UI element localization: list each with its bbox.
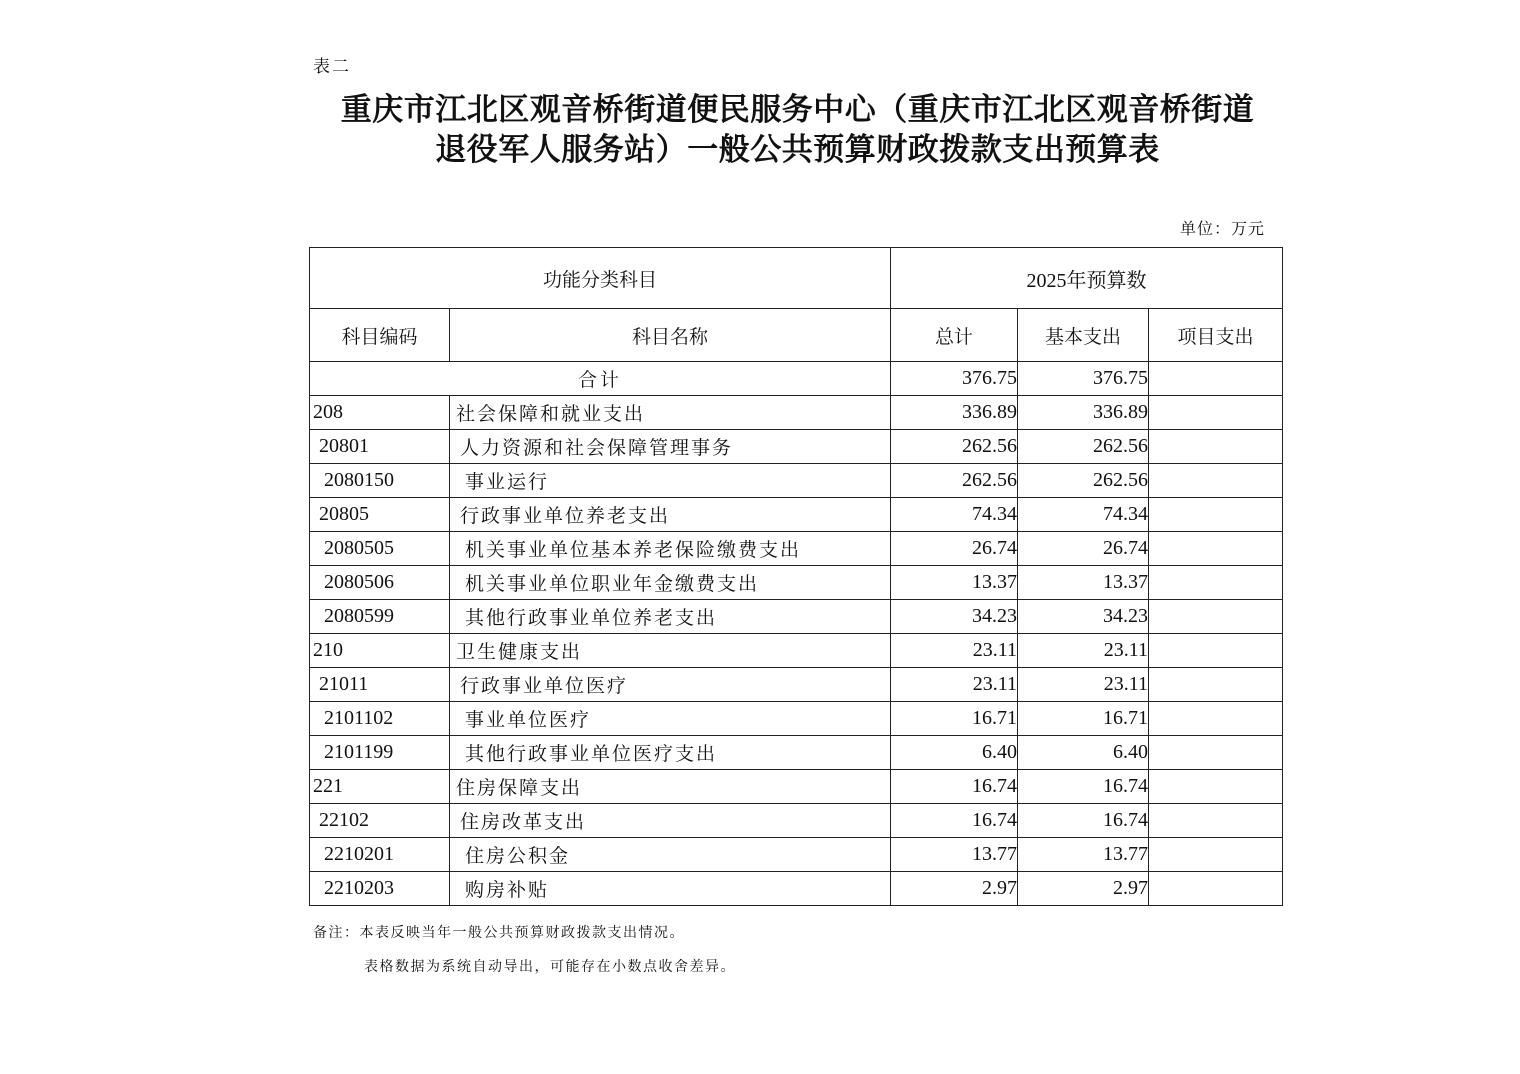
row-name: 其他行政事业单位养老支出	[450, 600, 891, 634]
row-basic: 2.97	[1018, 872, 1149, 906]
row-name: 事业运行	[450, 464, 891, 498]
row-total: 262.56	[891, 430, 1018, 464]
row-code: 2101199	[310, 736, 450, 770]
header-basic: 基本支出	[1018, 309, 1149, 362]
row-code: 2080506	[310, 566, 450, 600]
row-project	[1149, 464, 1283, 498]
row-total: 6.40	[891, 736, 1018, 770]
row-name: 社会保障和就业支出	[450, 396, 891, 430]
header-code: 科目编码	[310, 309, 450, 362]
header-function-category: 功能分类科目	[310, 248, 891, 309]
table-row	[310, 464, 1283, 498]
table-row	[310, 770, 1283, 804]
table-row	[310, 736, 1283, 770]
row-total: 26.74	[891, 532, 1018, 566]
table-row	[310, 838, 1283, 872]
row-code: 20805	[310, 498, 450, 532]
row-basic: 13.77	[1018, 838, 1149, 872]
table-row	[310, 396, 1283, 430]
row-project	[1149, 430, 1283, 464]
row-name: 其他行政事业单位医疗支出	[450, 736, 891, 770]
row-code: 208	[310, 396, 450, 430]
row-name: 住房改革支出	[450, 804, 891, 838]
row-project	[1149, 702, 1283, 736]
row-name: 购房补贴	[450, 872, 891, 906]
row-basic: 13.37	[1018, 566, 1149, 600]
total-row	[310, 362, 1283, 396]
row-code: 2210203	[310, 872, 450, 906]
row-project	[1149, 770, 1283, 804]
row-total: 336.89	[891, 396, 1018, 430]
table-row	[310, 702, 1283, 736]
row-total: 74.34	[891, 498, 1018, 532]
row-code: 221	[310, 770, 450, 804]
row-basic: 16.74	[1018, 804, 1149, 838]
row-name: 事业单位医疗	[450, 702, 891, 736]
header-group-row	[310, 248, 1283, 309]
row-code: 2080505	[310, 532, 450, 566]
row-name: 机关事业单位基本养老保险缴费支出	[450, 532, 891, 566]
document-title-line1: 重庆市江北区观音桥街道便民服务中心（重庆市江北区观音桥街道	[340, 92, 1255, 128]
row-basic: 336.89	[1018, 396, 1149, 430]
table-row	[310, 532, 1283, 566]
row-basic: 23.11	[1018, 634, 1149, 668]
row-project	[1149, 668, 1283, 702]
header-budget-year: 2025年预算数	[891, 248, 1283, 309]
table-row	[310, 430, 1283, 464]
row-code: 2210201	[310, 838, 450, 872]
table-row	[310, 804, 1283, 838]
row-basic: 23.11	[1018, 668, 1149, 702]
row-total: 16.74	[891, 804, 1018, 838]
row-total: 2.97	[891, 872, 1018, 906]
unit-label: 单位：万元	[1180, 219, 1266, 238]
row-code: 21011	[310, 668, 450, 702]
note-line2: 表格数据为系统自动导出，可能存在小数点收舍差异。	[364, 959, 736, 975]
total-project	[1149, 362, 1283, 396]
row-name: 住房公积金	[450, 838, 891, 872]
row-name: 行政事业单位医疗	[450, 668, 891, 702]
row-code: 2101102	[310, 702, 450, 736]
document-title-line2: 退役军人服务站）一般公共预算财政拨款支出预算表	[435, 132, 1160, 168]
row-project	[1149, 736, 1283, 770]
row-code: 2080599	[310, 600, 450, 634]
row-project	[1149, 396, 1283, 430]
row-basic: 262.56	[1018, 430, 1149, 464]
row-total: 23.11	[891, 634, 1018, 668]
row-project	[1149, 600, 1283, 634]
total-basic: 376.75	[1018, 362, 1149, 396]
row-basic: 16.71	[1018, 702, 1149, 736]
row-code: 2080150	[310, 464, 450, 498]
row-total: 23.11	[891, 668, 1018, 702]
row-total: 34.23	[891, 600, 1018, 634]
header-project: 项目支出	[1149, 309, 1283, 362]
row-total: 16.71	[891, 702, 1018, 736]
row-name: 住房保障支出	[450, 770, 891, 804]
row-project	[1149, 804, 1283, 838]
row-project	[1149, 498, 1283, 532]
row-project	[1149, 566, 1283, 600]
header-column-row	[310, 309, 1283, 362]
row-code: 20801	[310, 430, 450, 464]
table-row	[310, 566, 1283, 600]
row-project	[1149, 838, 1283, 872]
row-code: 210	[310, 634, 450, 668]
row-basic: 16.74	[1018, 770, 1149, 804]
row-name: 卫生健康支出	[450, 634, 891, 668]
total-amount: 376.75	[891, 362, 1018, 396]
header-total: 总计	[891, 309, 1018, 362]
table-row	[310, 498, 1283, 532]
total-label: 合计	[310, 362, 891, 396]
row-basic: 34.23	[1018, 600, 1149, 634]
row-basic: 74.34	[1018, 498, 1149, 532]
row-total: 13.77	[891, 838, 1018, 872]
row-total: 16.74	[891, 770, 1018, 804]
form-label: 表二	[313, 57, 351, 77]
row-total: 13.37	[891, 566, 1018, 600]
note-line1: 备注：本表反映当年一般公共预算财政拨款支出情况。	[313, 925, 685, 941]
table-row	[310, 634, 1283, 668]
row-name: 机关事业单位职业年金缴费支出	[450, 566, 891, 600]
table-row	[310, 872, 1283, 906]
table-row	[310, 668, 1283, 702]
table-body	[310, 362, 1283, 906]
row-name: 行政事业单位养老支出	[450, 498, 891, 532]
row-basic: 6.40	[1018, 736, 1149, 770]
row-basic: 262.56	[1018, 464, 1149, 498]
row-total: 262.56	[891, 464, 1018, 498]
row-name: 人力资源和社会保障管理事务	[450, 430, 891, 464]
header-name: 科目名称	[450, 309, 891, 362]
row-project	[1149, 532, 1283, 566]
row-project	[1149, 634, 1283, 668]
row-project	[1149, 872, 1283, 906]
table-row	[310, 600, 1283, 634]
row-code: 22102	[310, 804, 450, 838]
budget-table	[309, 247, 1283, 906]
row-basic: 26.74	[1018, 532, 1149, 566]
